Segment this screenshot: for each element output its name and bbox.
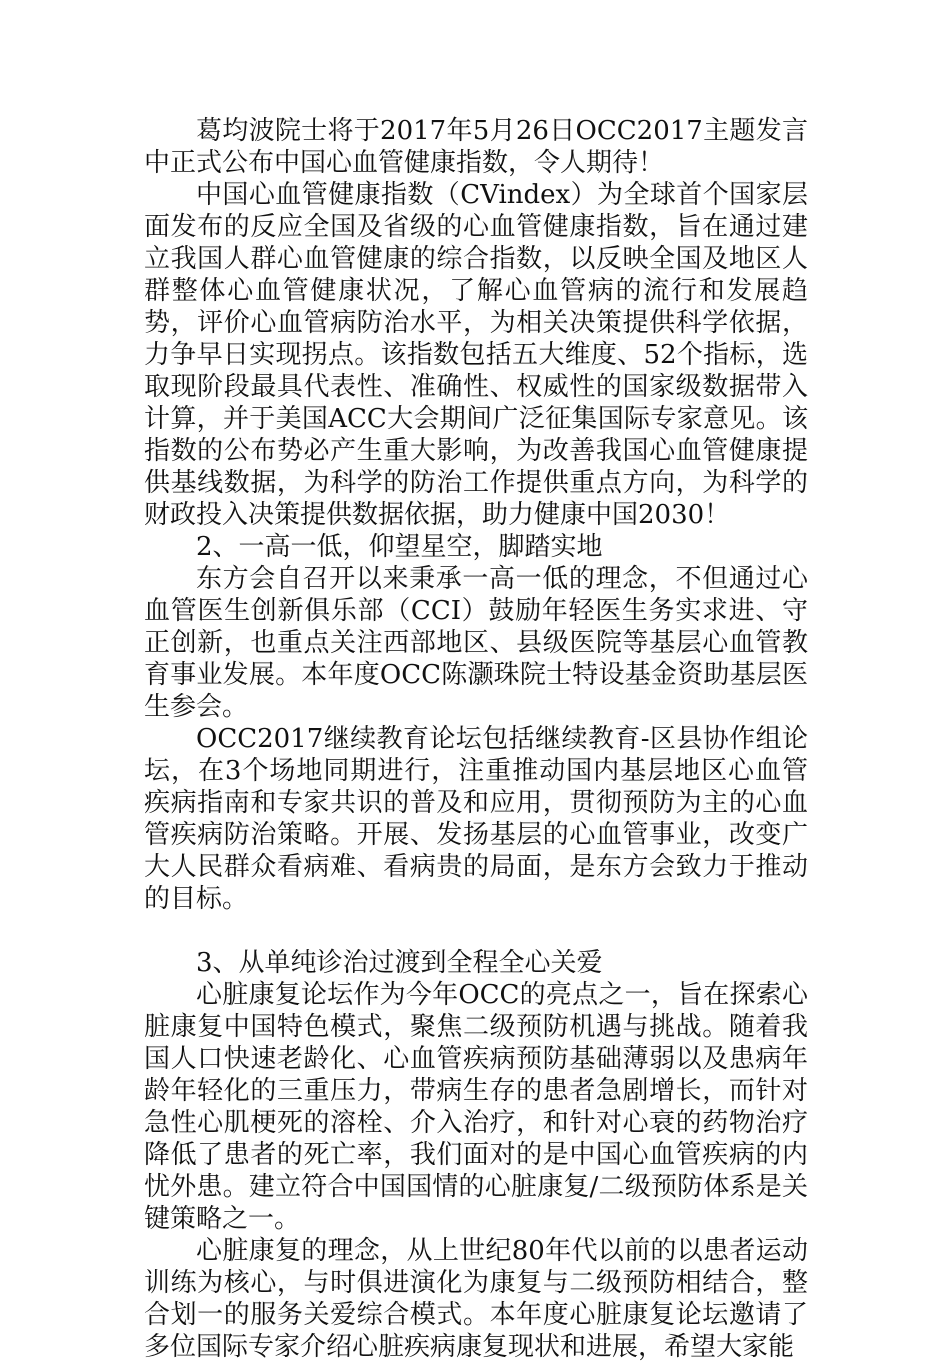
paragraph-cvindex-description: 中国心血管健康指数（CVindex）为全球首个国家层面发布的反应全国及省级的心血管健康指数，旨在通过建立我国人群心血管健康的综合指数，以反映全国及地区人群整体心血管健康状况，了解心血管病的流行和发展趋势，评价心血管病防治水平，为相关决策提供科学依据，力争早日实现拐点。该指数包括五大维度、52个指标，选取现阶段最具代表性、准确性、权威性的国家级数据带入计算，并于美国ACC大会期间广泛征集国际专家意见。该指数的公布势必产生重大影响，为改善我国心血管健康提供基线数据，为科学的防治工作提供重点方向，为科学的财政投入决策提供数据依据，助力健康中国2030！ xyxy=(144,180,808,530)
paragraph-cvindex-announcement: 葛均波院士将于2017年5月26日OCC2017主题发言中正式公布中国心血管健康指数，令人期待！ xyxy=(144,116,808,178)
blank-line xyxy=(144,915,808,947)
document-body xyxy=(144,115,808,1363)
paragraph-occ-philosophy: 东方会自召开以来秉承一高一低的理念，不但通过心血管医生创新俱乐部（CCI）鼓励年轻医生务实求进、守正创新，也重点关注西部地区、县级医院等基层心血管教育事业发展。本年度OCC陈灏珠院士特设基金资助基层医生参会。 xyxy=(144,564,808,722)
paragraph-continuing-education: OCC2017继续教育论坛包括继续教育-区县协作组论坛，在3个场地同期进行，注重推动国内基层地区心血管疾病指南和专家共识的普及和应用，贯彻预防为主的心血管疾病防治策略。开展、发扬基层的心血管事业，改变广大人民群众看病难、看病贵的局面，是东方会致力于推动的目标。 xyxy=(144,724,808,914)
section-heading-2: 2、一高一低，仰望星空，脚踏实地 xyxy=(196,532,603,562)
paragraph-cardiac-rehab-forum: 心脏康复论坛作为今年OCC的亮点之一，旨在探索心脏康复中国特色模式，聚焦二级预防机遇与挑战。随着我国人口快速老龄化、心血管疾病预防基础薄弱以及患病年龄年轻化的三重压力，带病生存的患者急剧增长，而针对急性心肌梗死的溶栓、介入治疗，和针对心衰的药物治疗降低了患者的死亡率，我们面对的是中国心血管疾病的内忧外患。建立符合中国国情的心脏康复/二级预防体系是关键策略之一。 xyxy=(144,980,808,1234)
paragraph-cardiac-rehab-concept: 心脏康复的理念，从上世纪80年代以前的以患者运动训练为核心，与时俱进演化为康复与二级预防相结合，整合划一的服务关爱综合模式。本年度心脏康复论坛邀请了多位国际专家介绍心脏疾病康复现状和进展，希望大家能 xyxy=(144,1236,808,1362)
section-heading-3: 3、从单纯诊治过渡到全程全心关爱 xyxy=(196,948,603,978)
